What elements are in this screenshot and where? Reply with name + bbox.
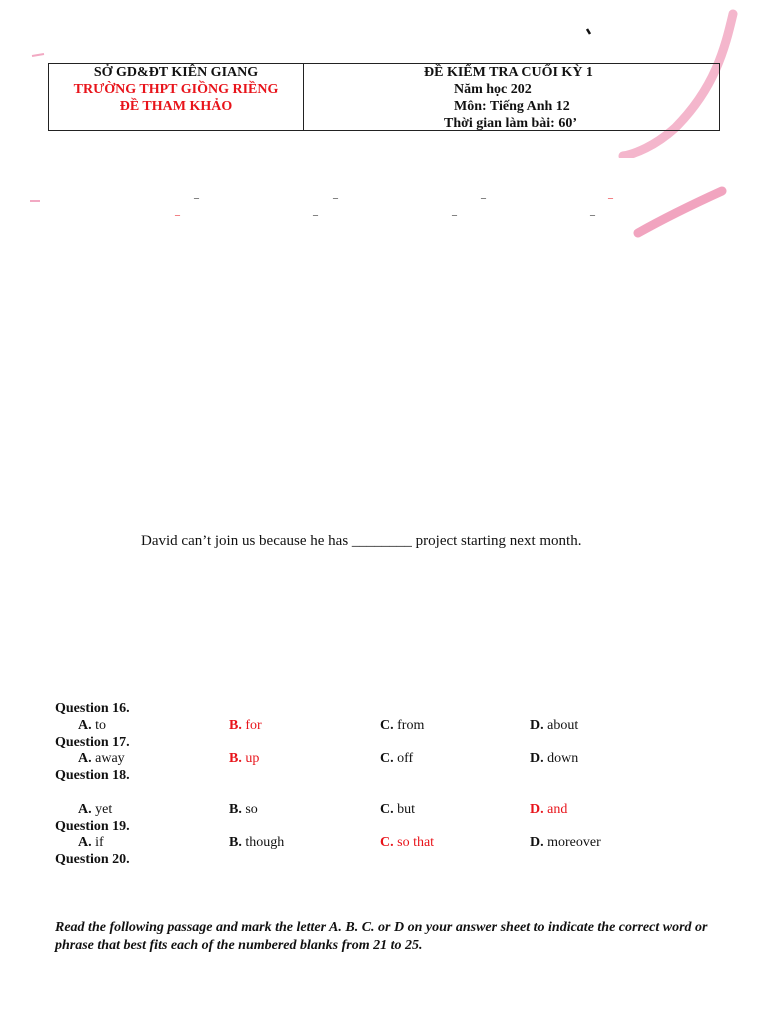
exam-title: ĐỀ KIỂM TRA CUỐI KỲ 1 [424, 65, 593, 80]
question-label: Question 20. [55, 852, 130, 867]
example-sentence: David can’t join us because he has ________ project starting next month. [141, 533, 582, 549]
option-c-correct[interactable]: C. so that [380, 835, 435, 850]
subject: Môn: Tiếng Anh 12 [454, 99, 570, 114]
option-d-correct[interactable]: D. and [530, 802, 568, 817]
decorative-dot [585, 27, 593, 37]
time-allowed: Thời gian làm bài: 60’ [444, 116, 577, 131]
header-exam-cell [304, 64, 719, 130]
option-c[interactable]: C. from [380, 718, 425, 733]
dash-mark: _ [313, 206, 318, 217]
option-c[interactable]: C. off [380, 751, 414, 766]
question-label: Question 17. [55, 735, 130, 750]
department-name: SỞ GD&ĐT KIÊN GIANG [93, 65, 259, 80]
dash-mark: _ [194, 189, 199, 200]
question-label: Question 16. [55, 701, 130, 716]
option-b[interactable]: B. so [229, 802, 258, 817]
option-d[interactable]: D. about [530, 718, 579, 733]
exam-type: ĐỀ THAM KHẢO [119, 99, 233, 114]
option-b-correct[interactable]: B. for [229, 718, 262, 733]
header-school-cell [49, 64, 304, 130]
option-b-correct[interactable]: B. up [229, 751, 260, 766]
option-a[interactable]: A. away [78, 751, 125, 766]
option-a[interactable]: A. yet [78, 802, 113, 817]
question-label: Question 18. [55, 768, 130, 783]
option-c[interactable]: C. but [380, 802, 416, 817]
passage-instruction: Read the following passage and mark the letter A. B. C. or D on your answer sheet to indicate the correct word or phrase that best fits each of the numbered blanks from 21 to 25. [55, 920, 708, 953]
school-name: TRƯỜNG THPT GIỒNG RIỀNG [73, 82, 279, 97]
decorative-pink-mark-left-2 [28, 196, 48, 206]
dash-mark: _ [481, 189, 486, 200]
exam-header-table [48, 63, 720, 131]
dash-mark-red: _ [608, 189, 613, 200]
dash-mark: _ [452, 206, 457, 217]
dash-mark: _ [333, 189, 338, 200]
option-a[interactable]: A. if [78, 835, 104, 850]
option-b[interactable]: B. though [229, 835, 285, 850]
dash-mark-red: _ [175, 206, 180, 217]
option-d[interactable]: D. down [530, 751, 579, 766]
dash-mark: _ [590, 206, 595, 217]
question-label: Question 19. [55, 819, 130, 834]
school-year: Năm học 202 [454, 82, 532, 97]
decorative-pink-mark-left-1 [30, 50, 50, 60]
option-d[interactable]: D. moreover [530, 835, 601, 850]
decorative-pink-stroke-bottom [630, 185, 730, 240]
option-a[interactable]: A. to [78, 718, 107, 733]
